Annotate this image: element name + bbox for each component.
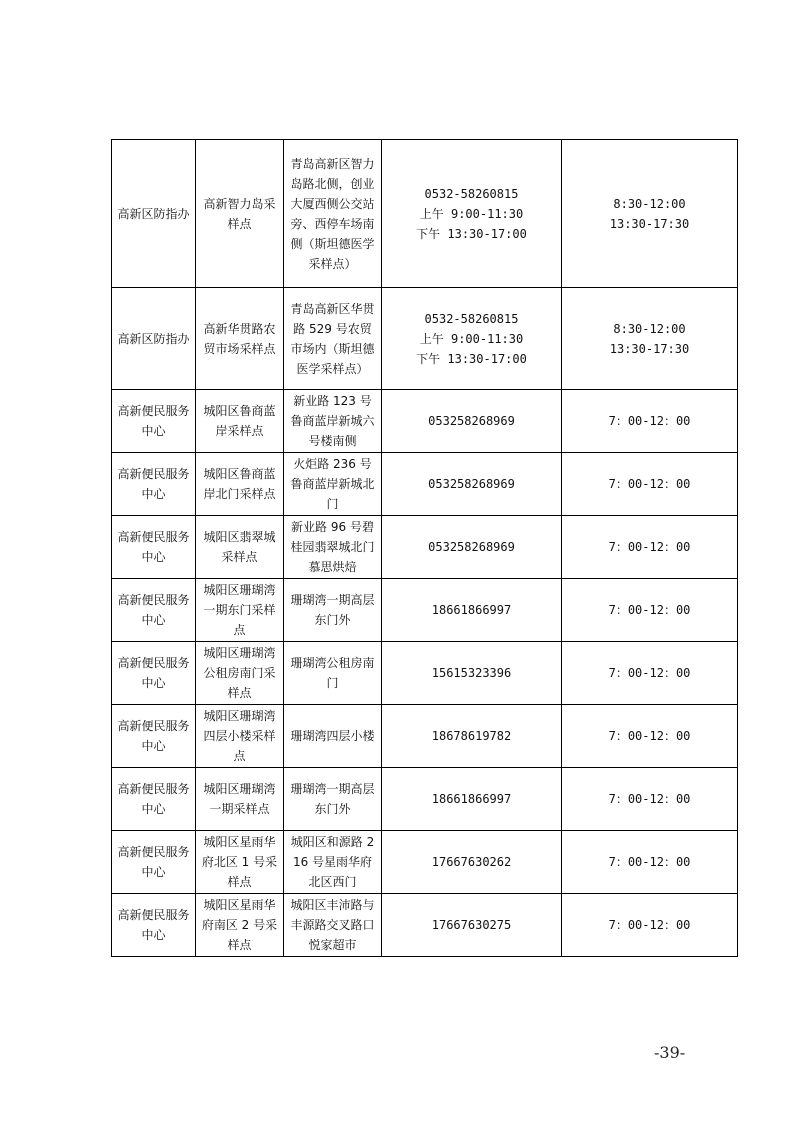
org-cell: 高新便民服务中心 bbox=[112, 390, 196, 453]
address-cell: 珊瑚湾一期高层东门外 bbox=[284, 579, 382, 642]
address-cell: 新业路 96 号碧桂园翡翠城北门慕思烘焙 bbox=[284, 516, 382, 579]
table-row bbox=[112, 453, 738, 516]
address-cell: 新业路 123 号鲁商蓝岸新城六号楼南侧 bbox=[284, 390, 382, 453]
time-cell: 7：00-12：00 bbox=[562, 831, 738, 894]
phone-cell: 18678619782 bbox=[382, 705, 562, 768]
site-cell: 城阳区珊瑚湾一期采样点 bbox=[196, 768, 284, 831]
time-cell: 7：00-12：00 bbox=[562, 579, 738, 642]
phone-cell: 053258268969 bbox=[382, 390, 562, 453]
table-row bbox=[112, 831, 738, 894]
hours-pm: 下午 13:30-17:00 bbox=[416, 351, 527, 366]
address-cell: 珊瑚湾四层小楼 bbox=[284, 705, 382, 768]
table-row bbox=[112, 140, 738, 288]
site-cell: 城阳区珊瑚湾一期东门采样点 bbox=[196, 579, 284, 642]
org-cell: 高新便民服务中心 bbox=[112, 705, 196, 768]
contact-cell bbox=[382, 288, 562, 390]
hours-am: 上午 9:00-11:30 bbox=[419, 331, 524, 346]
page-number: -39- bbox=[654, 1043, 686, 1062]
org-cell: 高新区防指办 bbox=[112, 288, 196, 390]
hours-am: 上午 9:00-11:30 bbox=[419, 206, 524, 221]
org-cell: 高新区防指办 bbox=[112, 140, 196, 288]
org-cell: 高新便民服务中心 bbox=[112, 579, 196, 642]
hours-pm: 下午 13:30-17:00 bbox=[416, 226, 527, 241]
org-cell: 高新便民服务中心 bbox=[112, 516, 196, 579]
phone-cell: 15615323396 bbox=[382, 642, 562, 705]
address-cell: 城阳区和源路 216 号星雨华府北区西门 bbox=[284, 831, 382, 894]
phone: 0532-58260815 bbox=[424, 311, 519, 326]
org-cell: 高新便民服务中心 bbox=[112, 768, 196, 831]
address-cell: 珊瑚湾一期高层东门外 bbox=[284, 768, 382, 831]
phone-cell: 053258268969 bbox=[382, 453, 562, 516]
table-row bbox=[112, 705, 738, 768]
address-cell: 城阳区丰沛路与丰源路交叉路口悦家超市 bbox=[284, 894, 382, 957]
org-cell: 高新便民服务中心 bbox=[112, 894, 196, 957]
time-2: 13:30-17:30 bbox=[609, 216, 690, 231]
phone: 0532-58260815 bbox=[424, 186, 519, 201]
time-2: 13:30-17:30 bbox=[609, 341, 690, 356]
site-cell: 城阳区珊瑚湾公租房南门采样点 bbox=[196, 642, 284, 705]
phone-cell: 053258268969 bbox=[382, 516, 562, 579]
table-row bbox=[112, 642, 738, 705]
address-cell: 青岛高新区华贯路 529 号农贸市场内（斯坦德医学采样点） bbox=[284, 288, 382, 390]
site-cell: 高新华贯路农贸市场采样点 bbox=[196, 288, 284, 390]
address-cell: 火炬路 236 号鲁商蓝岸新城北门 bbox=[284, 453, 382, 516]
site-cell: 高新智力岛采样点 bbox=[196, 140, 284, 288]
time-cell: 7：00-12：00 bbox=[562, 453, 738, 516]
org-cell: 高新便民服务中心 bbox=[112, 831, 196, 894]
time-cell bbox=[562, 140, 738, 288]
phone-cell: 17667630275 bbox=[382, 894, 562, 957]
site-cell: 城阳区鲁商蓝岸北门采样点 bbox=[196, 453, 284, 516]
phone-cell: 18661866997 bbox=[382, 579, 562, 642]
site-cell: 城阳区翡翠城采样点 bbox=[196, 516, 284, 579]
org-cell: 高新便民服务中心 bbox=[112, 642, 196, 705]
time-cell: 7：00-12：00 bbox=[562, 516, 738, 579]
address-cell: 青岛高新区智力岛路北侧，创业大厦西侧公交站旁、西停车场南侧（斯坦德医学采样点） bbox=[284, 140, 382, 288]
contact-cell bbox=[382, 140, 562, 288]
site-cell: 城阳区星雨华府南区 2 号采样点 bbox=[196, 894, 284, 957]
org-cell: 高新便民服务中心 bbox=[112, 453, 196, 516]
time-cell: 7：00-12：00 bbox=[562, 768, 738, 831]
time-1: 8:30-12:00 bbox=[613, 196, 686, 211]
phone-cell: 18661866997 bbox=[382, 768, 562, 831]
address-cell: 珊瑚湾公租房南门 bbox=[284, 642, 382, 705]
time-cell bbox=[562, 288, 738, 390]
site-cell: 城阳区星雨华府北区 1 号采样点 bbox=[196, 831, 284, 894]
time-1: 8:30-12:00 bbox=[613, 321, 686, 336]
time-cell: 7：00-12：00 bbox=[562, 894, 738, 957]
table-row bbox=[112, 390, 738, 453]
table-row bbox=[112, 288, 738, 390]
table-row bbox=[112, 579, 738, 642]
sampling-sites-table bbox=[111, 139, 738, 957]
table-row bbox=[112, 768, 738, 831]
table-row bbox=[112, 894, 738, 957]
site-cell: 城阳区珊瑚湾四层小楼采样点 bbox=[196, 705, 284, 768]
phone-cell: 17667630262 bbox=[382, 831, 562, 894]
time-cell: 7：00-12：00 bbox=[562, 705, 738, 768]
time-cell: 7：00-12：00 bbox=[562, 642, 738, 705]
table-row bbox=[112, 516, 738, 579]
time-cell: 7：00-12：00 bbox=[562, 390, 738, 453]
site-cell: 城阳区鲁商蓝岸采样点 bbox=[196, 390, 284, 453]
